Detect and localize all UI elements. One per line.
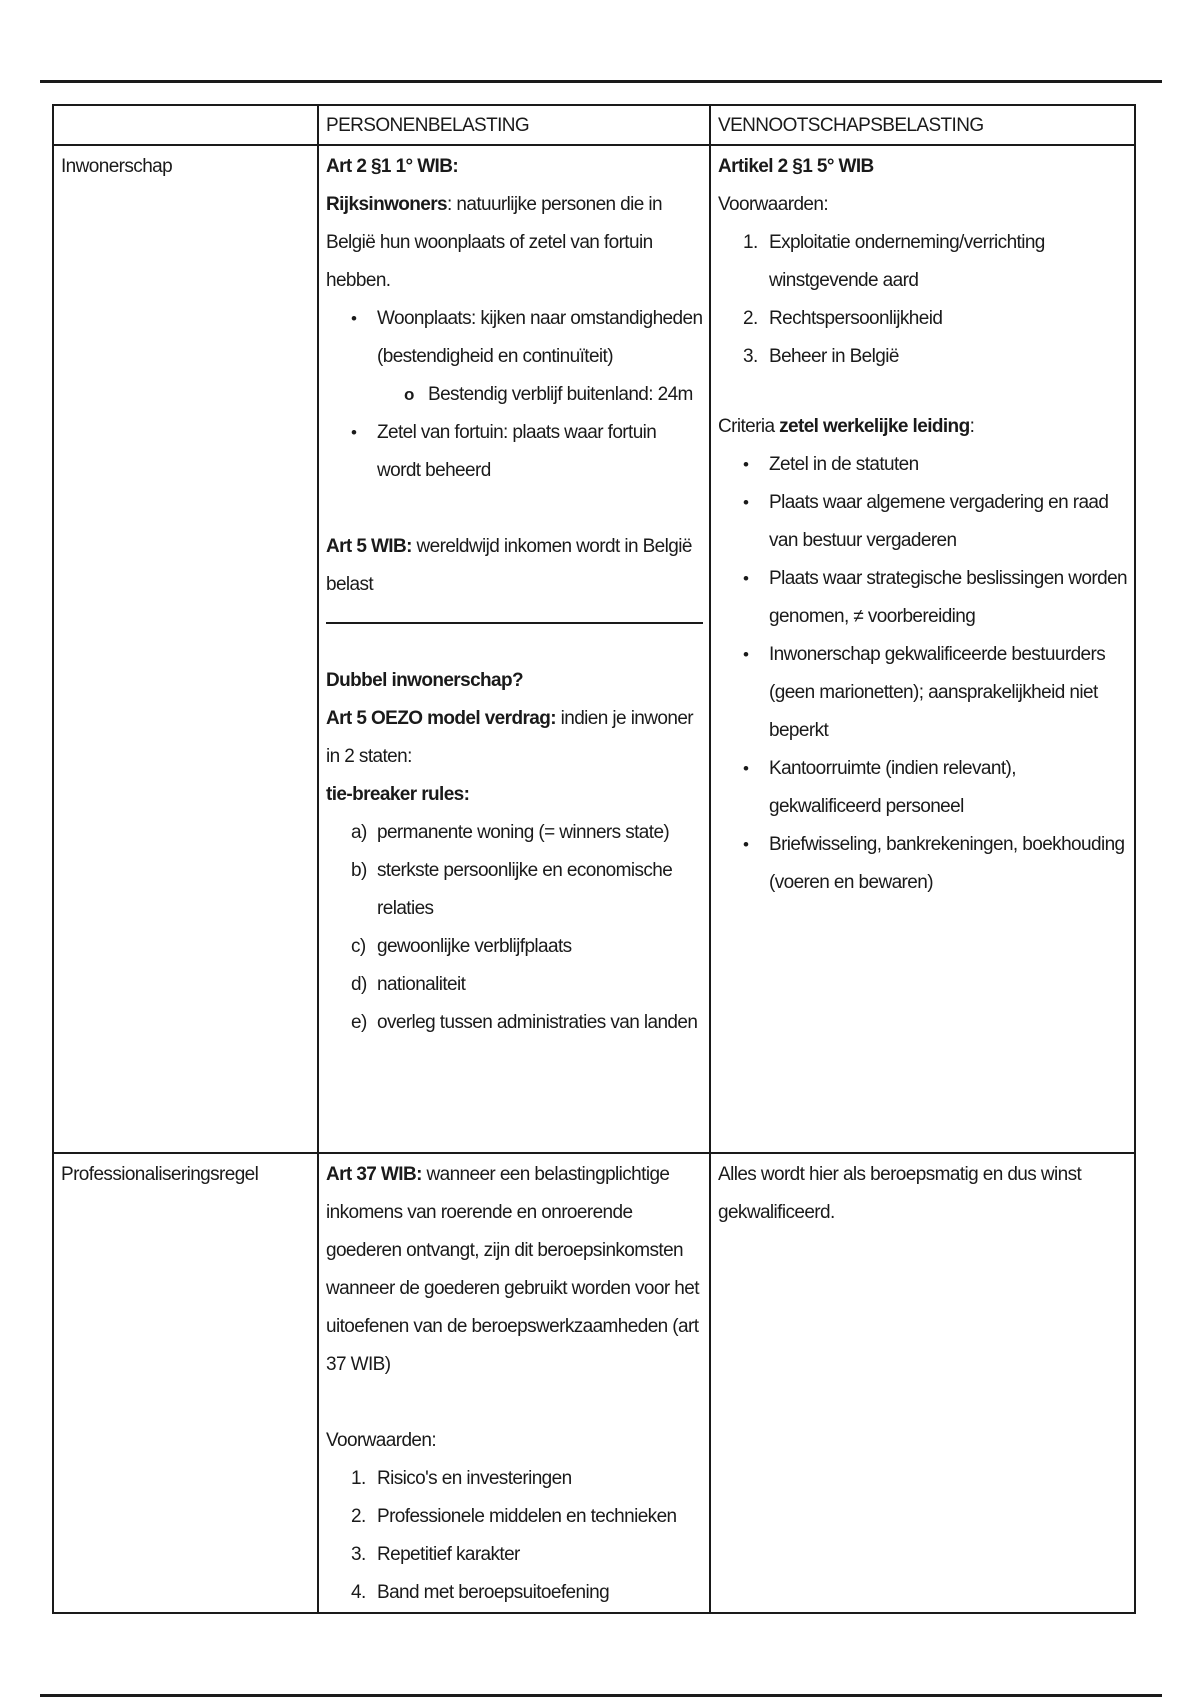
spacer (326, 1384, 703, 1422)
table-header-row (53, 105, 1135, 145)
top-rule (40, 80, 1162, 83)
art5-statement: Art 5 WIB: wereldwijd inkomen wordt in België belast (326, 536, 692, 595)
list-item: • Briefwisseling, bankrekeningen, boekhouding (voeren en bewaren) (718, 826, 1128, 902)
list-item: o Bestendig verblijf buitenland: 24m (326, 376, 703, 414)
list-item: b) sterkste persoonlijke en economische relaties (351, 860, 673, 919)
list-item: 4. Band met beroepsuitoefening (351, 1582, 610, 1603)
cell-professionalisering-vb: Alles wordt hier als beroepsmatig en dus winst gekwalificeerd. (710, 1153, 1135, 1613)
zetel-bullets (326, 414, 703, 490)
rijksinwoners-definition: Rijksinwoners: natuurlijke personen die in België hun woonplaats of zetel van fortuin hebben. (326, 194, 663, 291)
criteria-bullets (718, 446, 1128, 902)
row-label-inwonerschap: Inwonerschap (53, 145, 318, 1153)
list-item: • Plaats waar algemene vergadering en raad van bestuur vergaderen (718, 484, 1128, 560)
list-item: e) overleg tussen administraties van landen (351, 1012, 698, 1033)
tax-comparison-table (52, 104, 1136, 1614)
list-item: • Woonplaats: kijken naar omstandigheden (bestendigheid en continuïteit) (326, 300, 703, 376)
voorwaarden-label: Voorwaarden: (326, 1430, 437, 1451)
voorwaarden-label: Voorwaarden: (718, 194, 829, 215)
art37-statement: Art 37 WIB: wanneer een belastingplichtige inkomens van roerende en onroerende goederen ontvangt, zijn dit beroepsinkomsten wanneer de goederen gebruikt worden voor het uitoefenen van de beroepswerkzaamheden (art 37 WIB) (326, 1164, 699, 1375)
bottom-rule (40, 1694, 1162, 1697)
cell-professionalisering-pb (318, 1153, 710, 1613)
cell-inwonerschap-vb (710, 145, 1135, 1153)
list-item: • Plaats waar strategische beslissingen worden genomen, ≠ voorbereiding (718, 560, 1128, 636)
list-item: • Kantoorruimte (indien relevant), gekwalificeerd personeel (718, 750, 1128, 826)
row-inwonerschap (53, 145, 1135, 1153)
list-item: • Zetel van fortuin: plaats waar fortuin wordt beheerd (326, 414, 703, 490)
woonplaats-subbullets (326, 376, 703, 414)
rijksinwoners-term: Rijksinwoners (326, 194, 448, 215)
list-item: 3. Beheer in België (743, 346, 899, 367)
tie-breaker-title: tie-breaker rules: (326, 784, 470, 805)
header-empty-cell (53, 105, 318, 145)
row-professionaliseringsregel (53, 1153, 1135, 1613)
professionalisering-conditions (326, 1460, 703, 1612)
list-item: • Inwonerschap gekwalificeerde bestuurders (geen marionetten); aansprakelijkheid niet beperkt (718, 636, 1128, 750)
section-divider (326, 622, 703, 624)
list-item: a) permanente woning (= winners state) (351, 822, 670, 843)
list-item: 1. Exploitatie onderneming/verrichting winstgevende aard (743, 232, 1045, 291)
header-personenbelasting: PERSONENBELASTING (318, 105, 710, 145)
dubbel-inwonerschap-title: Dubbel inwonerschap? (326, 670, 524, 691)
artikel2-title: Artikel 2 §1 5° WIB (718, 156, 874, 177)
list-item: 3. Repetitief karakter (351, 1544, 520, 1565)
rijksinwoners-bullets (326, 300, 703, 376)
row-label-professionaliseringsregel: Professionaliseringsregel (53, 1153, 318, 1613)
vb-conditions (718, 224, 1128, 376)
cell-inwonerschap-pb (318, 145, 710, 1153)
list-item: 2. Professionele middelen en technieken (351, 1506, 677, 1527)
list-item: c) gewoonlijke verblijfplaats (351, 936, 572, 957)
header-vennootschapsbelasting: VENNOOTSCHAPSBELASTING (710, 105, 1135, 145)
list-item: d) nationaliteit (351, 974, 466, 995)
tie-breaker-rules (326, 814, 703, 1042)
art2-title: Art 2 §1 1° WIB: (326, 156, 459, 177)
oezo-statement: Art 5 OEZO model verdrag: indien je inwoner in 2 staten: (326, 708, 694, 767)
list-item: 1. Risico's en investeringen (351, 1468, 572, 1489)
list-item: • Zetel in de statuten (718, 446, 1128, 484)
list-item: 2. Rechtspersoonlijkheid (743, 308, 943, 329)
spacer (718, 376, 1128, 408)
criteria-title: Criteria zetel werkelijke leiding: (718, 416, 975, 437)
spacer (326, 490, 703, 528)
